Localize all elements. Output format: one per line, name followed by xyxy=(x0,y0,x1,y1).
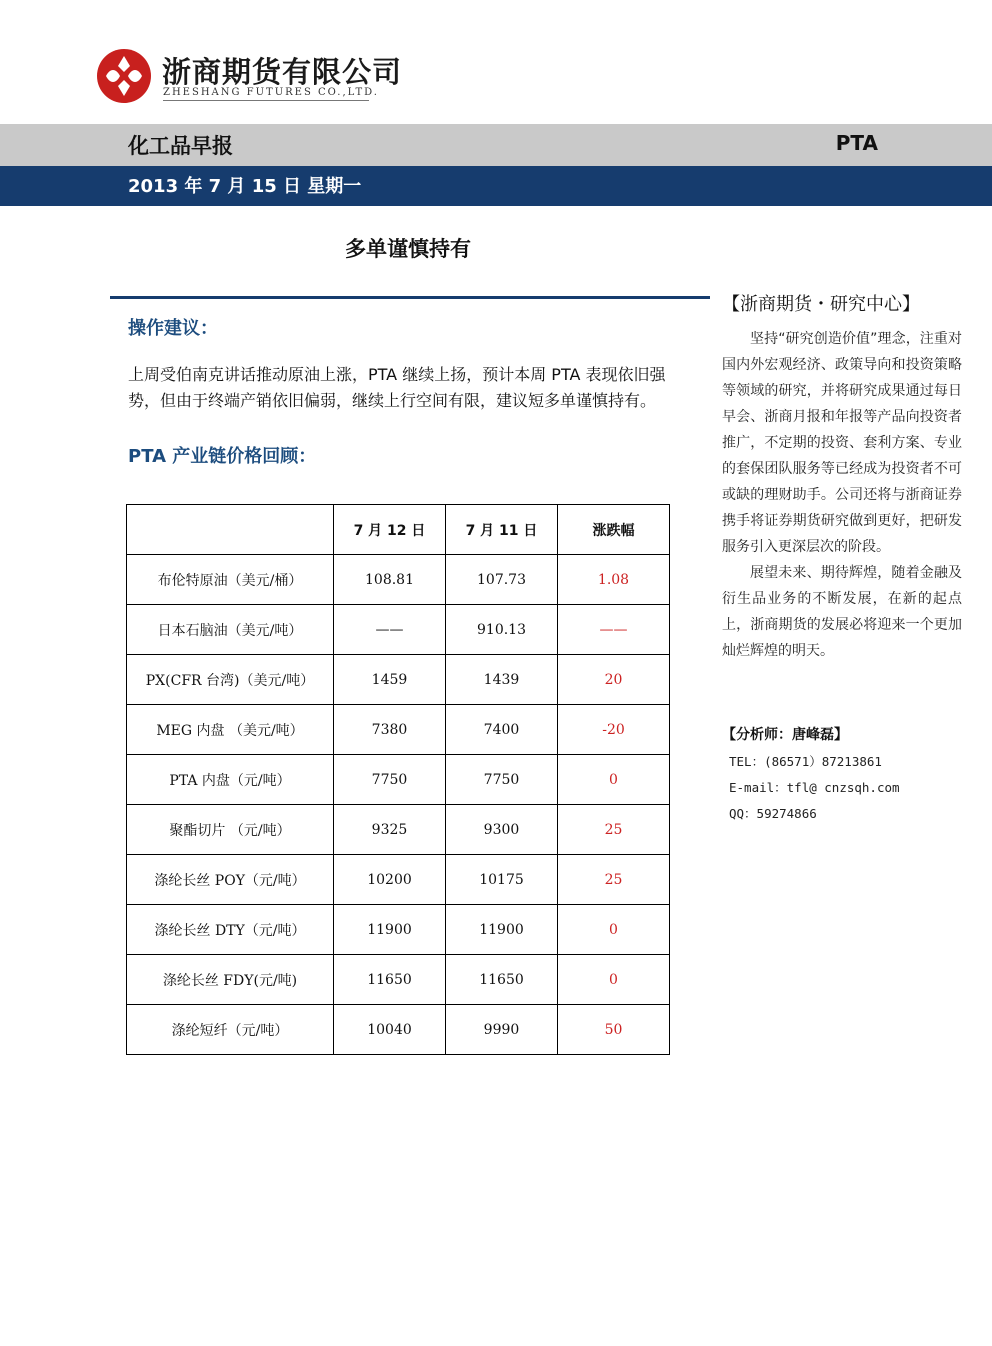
change-cell: 25 xyxy=(558,805,670,855)
company-name-cn: 浙商期货有限公司 xyxy=(162,55,403,89)
price-cell: 11900 xyxy=(446,905,558,955)
research-center-sidebar xyxy=(722,290,962,664)
table-row xyxy=(127,805,670,855)
row-label-cell: MEG 内盘 （美元/吨） xyxy=(127,705,334,755)
price-cell: 11650 xyxy=(334,955,446,1005)
price-cell: 11650 xyxy=(446,955,558,1005)
column-header: 7 月 12 日 xyxy=(334,505,446,555)
row-label-cell: 涤纶长丝 DTY（元/吨） xyxy=(127,905,334,955)
change-cell: 0 xyxy=(558,955,670,1005)
headline: 多单谨慎持有 xyxy=(345,237,471,261)
price-cell: 9300 xyxy=(446,805,558,855)
change-cell: 1.08 xyxy=(558,555,670,605)
column-header: 涨跌幅 xyxy=(558,505,670,555)
row-label-cell: 涤纶长丝 FDY(元/吨) xyxy=(127,955,334,1005)
price-table xyxy=(126,504,670,1055)
price-cell: 9990 xyxy=(446,1005,558,1055)
table-row xyxy=(127,755,670,805)
table-row xyxy=(127,905,670,955)
table-row xyxy=(127,1005,670,1055)
advice-text: 上周受伯南克讲话推动原油上涨，PTA 继续上扬，预计本周 PTA 表现依旧强势，但由于终端产销依旧偏弱，继续上行空间有限，建议短多单谨慎持有。 xyxy=(128,365,666,410)
price-cell: 10200 xyxy=(334,855,446,905)
company-name-en: ZHESHANG FUTURES CO.,LTD. xyxy=(163,87,379,98)
row-label-cell: 涤纶短纤（元/吨） xyxy=(127,1005,334,1055)
row-label-cell: 日本石脑油（美元/吨） xyxy=(127,605,334,655)
price-cell: 108.81 xyxy=(334,555,446,605)
table-row xyxy=(127,555,670,605)
column-header xyxy=(127,505,334,555)
change-cell: -20 xyxy=(558,705,670,755)
change-cell: 50 xyxy=(558,1005,670,1055)
change-cell: —— xyxy=(558,605,670,655)
row-label-cell: PX(CFR 台湾)（美元/吨） xyxy=(127,655,334,705)
column-header: 7 月 11 日 xyxy=(446,505,558,555)
price-cell: 11900 xyxy=(334,905,446,955)
sidebar-paragraph: 展望未来、期待辉煌，随着金融及衍生品业务的不断发展，在新的起点上，浙商期货的发展必将迎来一个更加灿烂辉煌的明天。 xyxy=(722,565,962,659)
analyst-qq: QQ：59274866 xyxy=(729,806,817,821)
sidebar-title: 【浙商期货・研究中心】 xyxy=(722,294,920,315)
price-cell: 7750 xyxy=(334,755,446,805)
change-cell: 25 xyxy=(558,855,670,905)
price-cell: 910.13 xyxy=(446,605,558,655)
company-logo-icon xyxy=(96,48,152,104)
price-cell: 107.73 xyxy=(446,555,558,605)
row-label-cell: 布伦特原油（美元/桶） xyxy=(127,555,334,605)
report-date: 2013 年 7 月 15 日 星期一 xyxy=(128,176,362,197)
analyst-name: 【分析师：唐峰磊】 xyxy=(722,727,848,743)
price-cell: 7380 xyxy=(334,705,446,755)
price-cell: 1459 xyxy=(334,655,446,705)
section-divider xyxy=(110,296,710,299)
product-name: PTA xyxy=(835,131,878,155)
row-label-cell: 涤纶长丝 POY（元/吨） xyxy=(127,855,334,905)
price-cell: 1439 xyxy=(446,655,558,705)
table-row xyxy=(127,705,670,755)
table-row xyxy=(127,655,670,705)
price-cell: 7400 xyxy=(446,705,558,755)
price-cell: 10040 xyxy=(334,1005,446,1055)
table-row xyxy=(127,955,670,1005)
price-cell: 10175 xyxy=(446,855,558,905)
table-row xyxy=(127,855,670,905)
sidebar-paragraph: 坚持“研究创造价值”理念，注重对国内外宏观经济、政策导向和投资策略等领域的研究，并将研究成果通过每日早会、浙商月报和年报等产品向投资者推广，不定期的投资、套利方案、专业的套保团队服务等已经成为投资者不可或缺的理财助手。公司还将与浙商证券携手将证券期货研究做到更好，把研发服务引入更深层次的阶段。 xyxy=(722,331,962,555)
row-label-cell: 聚酯切片 （元/吨） xyxy=(127,805,334,855)
report-type: 化工品早报 xyxy=(128,134,233,158)
table-row xyxy=(127,605,670,655)
row-label-cell: PTA 内盘（元/吨） xyxy=(127,755,334,805)
price-cell: 7750 xyxy=(446,755,558,805)
brand-underline xyxy=(163,100,369,101)
analyst-email: E-mail：tfl@ cnzsqh.com xyxy=(729,780,900,795)
analyst-tel: TEL：(86571）87213861 xyxy=(729,754,882,769)
change-cell: 20 xyxy=(558,655,670,705)
price-cell: —— xyxy=(334,605,446,655)
advice-title: 操作建议： xyxy=(128,318,218,339)
price-cell: 9325 xyxy=(334,805,446,855)
price-review-title: PTA 产业链价格回顾： xyxy=(128,446,317,467)
change-cell: 0 xyxy=(558,905,670,955)
table-header-row xyxy=(127,505,670,555)
change-cell: 0 xyxy=(558,755,670,805)
